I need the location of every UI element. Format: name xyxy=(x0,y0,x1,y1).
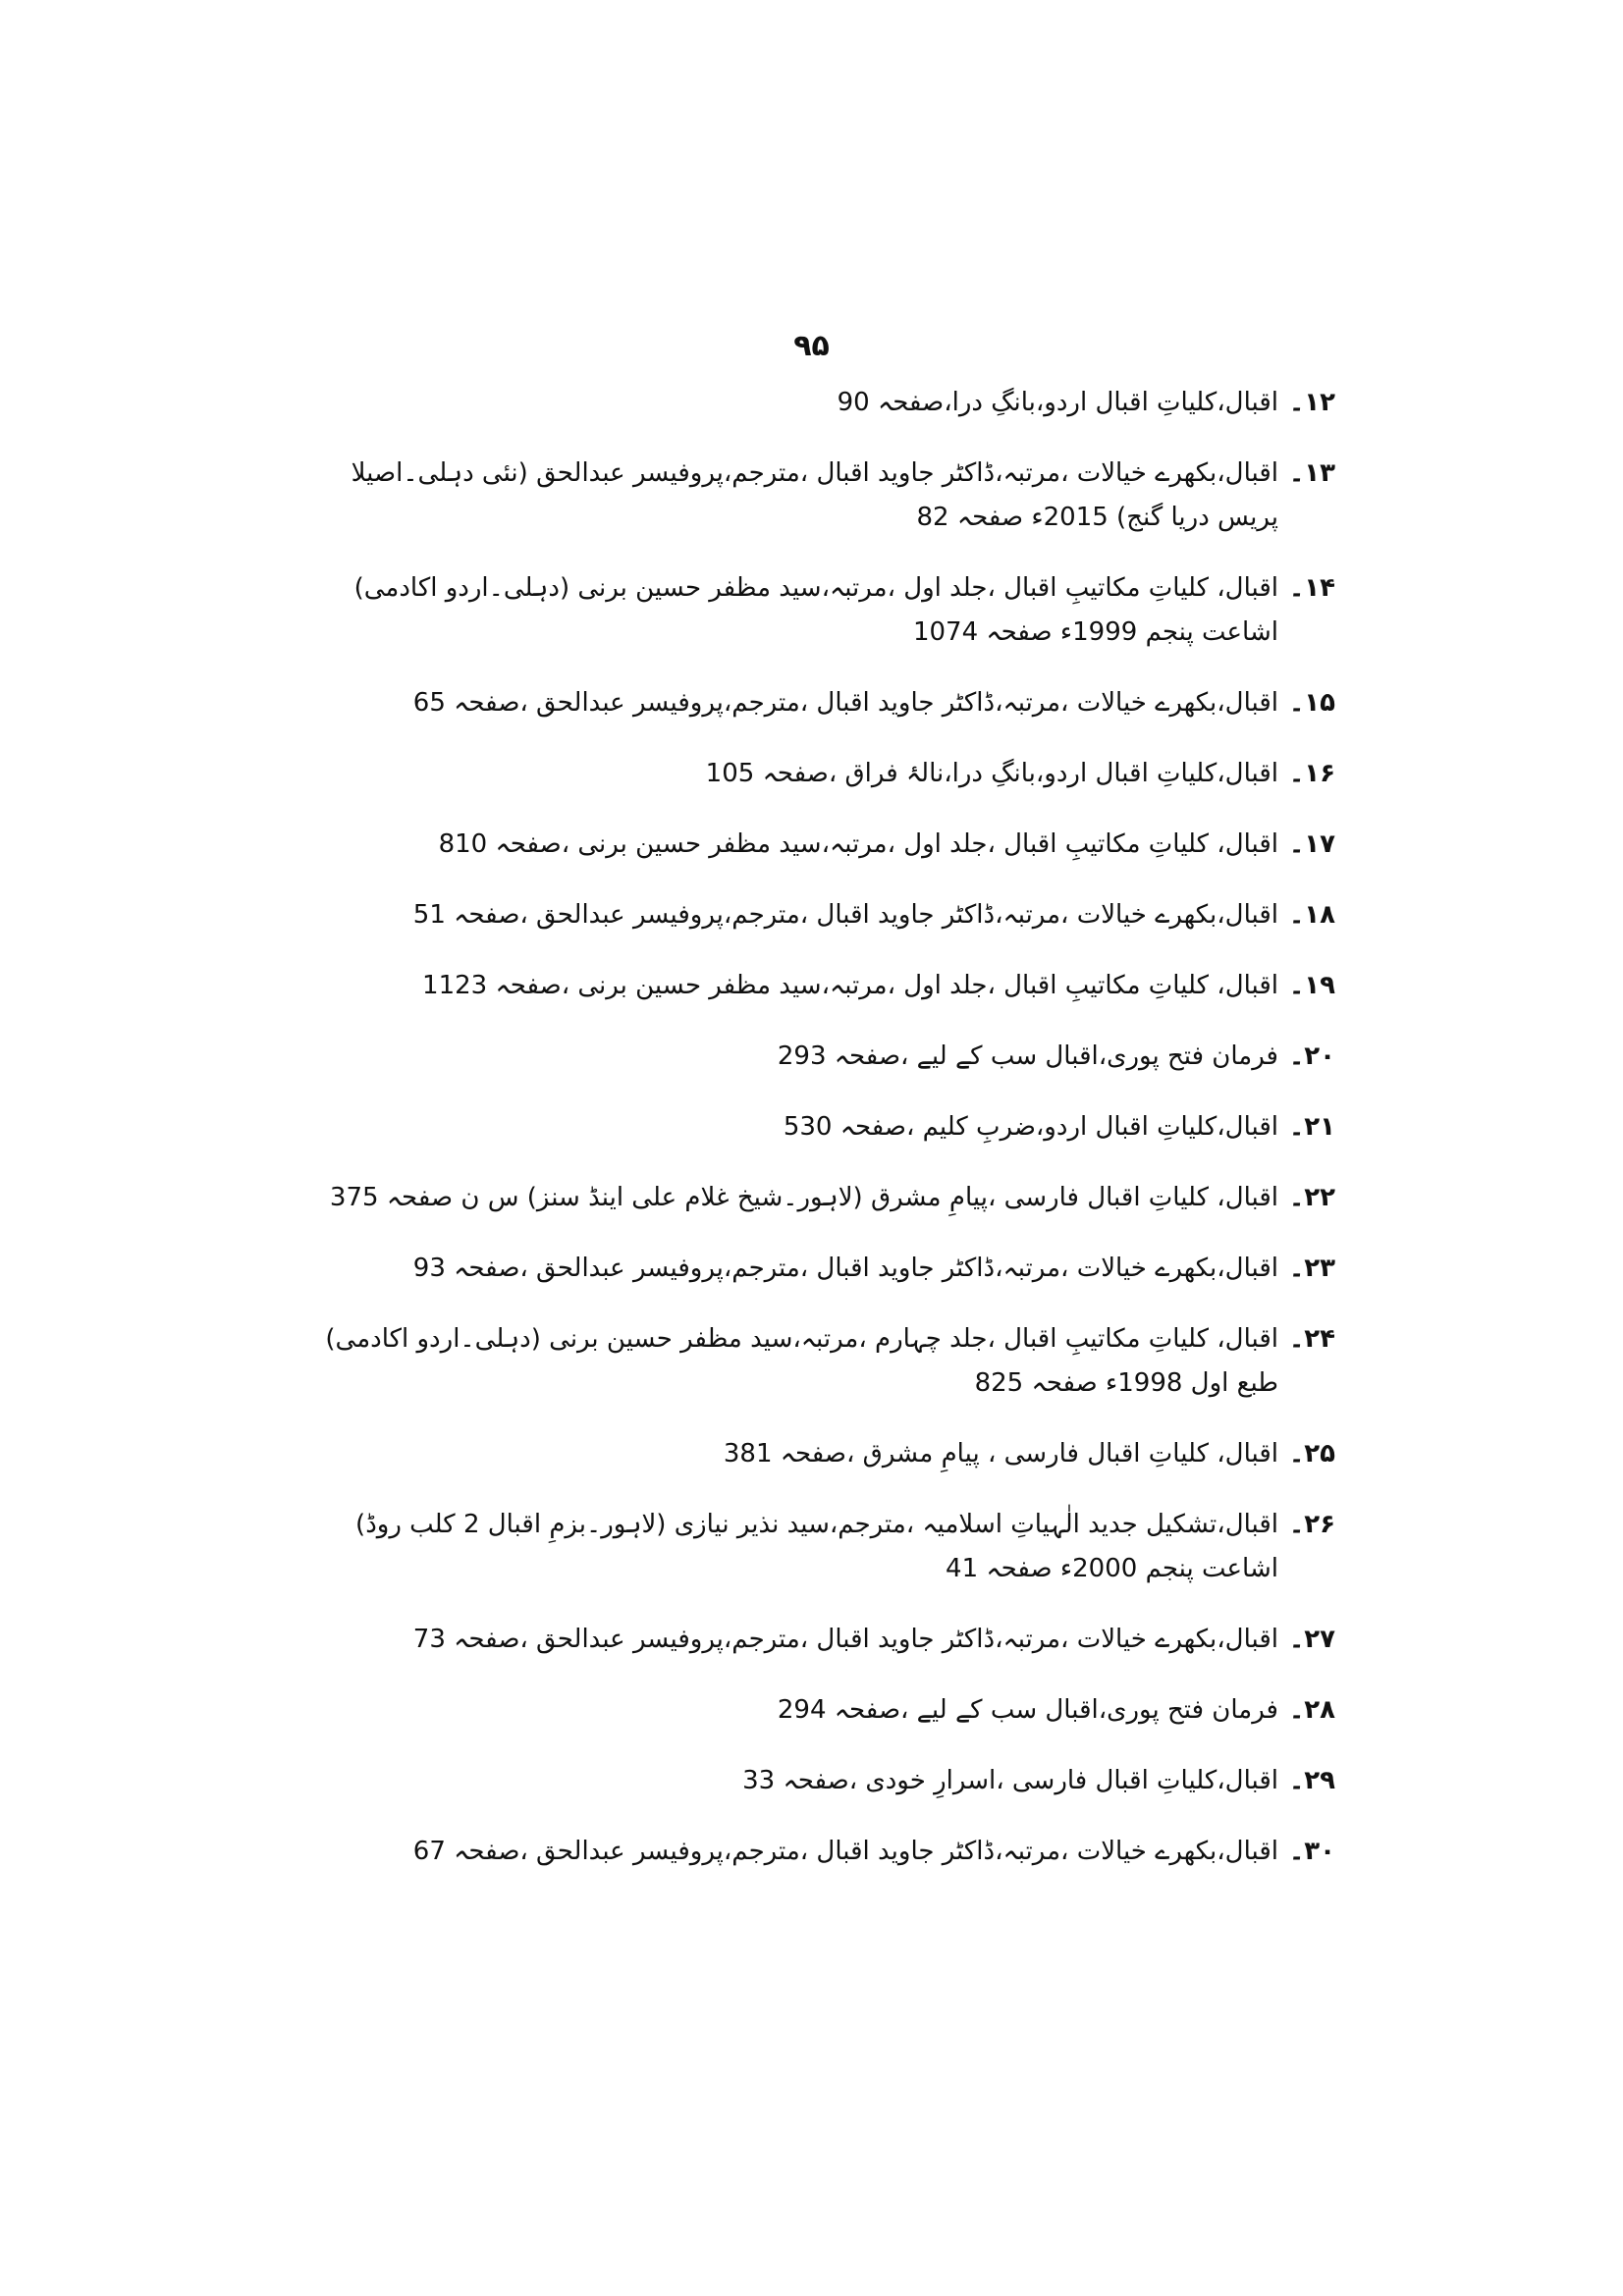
footnote-number: ۳۰۔ xyxy=(1289,1837,1335,1866)
footnote-number: ۱۸۔ xyxy=(1289,900,1335,930)
footnote-13 xyxy=(314,452,1335,540)
footnote-number: ۲۷۔ xyxy=(1289,1625,1335,1654)
footnote-text: اقبال، کلیاتِ اقبال فارسی ،پیامِ مشرق (لاہور۔شیخ غلام علی اینڈ سنز) س ن صفحہ 375 xyxy=(329,1183,1278,1212)
footnote-number: ۱۵۔ xyxy=(1289,688,1335,718)
footnote-text: اقبال،بکھرے خیالات ،مرتبہ،ڈاکٹر جاوید اقبال ،مترجم،پروفیسر عبدالحق ،صفحہ 93 xyxy=(412,1254,1278,1283)
footnote-21 xyxy=(314,1105,1335,1149)
footnote-12 xyxy=(314,381,1335,425)
footnote-number: ۱۴۔ xyxy=(1289,573,1335,603)
footnote-28 xyxy=(314,1688,1335,1733)
footnote-19 xyxy=(314,964,1335,1008)
footnote-26 xyxy=(314,1503,1335,1591)
footnote-16 xyxy=(314,752,1335,796)
footnote-number: ۲۱۔ xyxy=(1289,1112,1335,1142)
footnote-number: ۲۲۔ xyxy=(1289,1183,1335,1212)
footnote-text: اقبال،بکھرے خیالات ،مرتبہ،ڈاکٹر جاوید اقبال ،مترجم،پروفیسر عبدالحق ،صفحہ 51 xyxy=(412,900,1278,930)
footnote-23 xyxy=(314,1247,1335,1291)
footnote-text: اقبال،بکھرے خیالات ،مرتبہ،ڈاکٹر جاوید اقبال ،مترجم،پروفیسر عبدالحق ،صفحہ 67 xyxy=(412,1837,1278,1866)
footnote-number: ۲۹۔ xyxy=(1289,1766,1335,1795)
footnote-number: ۱۷۔ xyxy=(1289,829,1335,859)
footnote-22 xyxy=(314,1176,1335,1220)
footnote-text: اقبال، کلیاتِ مکاتیبِ اقبال ،جلد اول ،مرتبہ،سید مظفر حسین برنی ،صفحہ 1123 xyxy=(422,971,1278,1000)
footnote-number: ۲۸۔ xyxy=(1289,1695,1335,1725)
footnote-27 xyxy=(314,1618,1335,1662)
footnotes-list xyxy=(314,381,1335,1900)
footnote-text: اقبال،بکھرے خیالات ،مرتبہ،ڈاکٹر جاوید اقبال ،مترجم،پروفیسر عبدالحق ،صفحہ 73 xyxy=(412,1625,1278,1654)
footnote-20 xyxy=(314,1035,1335,1079)
footnote-number: ۲۳۔ xyxy=(1289,1254,1335,1283)
footnote-25 xyxy=(314,1432,1335,1476)
footnote-text: اقبال،بکھرے خیالات ،مرتبہ،ڈاکٹر جاوید اقبال ،مترجم،پروفیسر عبدالحق (نئی دہلی۔اصیلا پریس دریا گنج) 2015ء صفحہ 82 xyxy=(351,458,1278,532)
footnote-text: اقبال،کلیاتِ اقبال فارسی ،اسرارِ خودی ،صفحہ 33 xyxy=(742,1766,1278,1795)
footnote-18 xyxy=(314,893,1335,937)
footnote-14 xyxy=(314,566,1335,655)
footnote-number: ۲۴۔ xyxy=(1289,1324,1335,1354)
footnote-24 xyxy=(314,1317,1335,1406)
footnote-text: اقبال،کلیاتِ اقبال اردو،بانگِ درا،صفحہ 90 xyxy=(837,388,1278,417)
footnote-number: ۱۳۔ xyxy=(1289,458,1335,488)
footnote-number: ۱۶۔ xyxy=(1289,759,1335,788)
footnote-number: ۲۰۔ xyxy=(1289,1041,1335,1071)
footnote-number: ۲۶۔ xyxy=(1289,1510,1335,1539)
footnote-30 xyxy=(314,1830,1335,1874)
footnote-29 xyxy=(314,1759,1335,1803)
footnote-text: فرمان فتح پوری،اقبال سب کے لیے ،صفحہ 293 xyxy=(777,1041,1278,1071)
footnote-text: اقبال،کلیاتِ اقبال اردو،ضربِ کلیم ،صفحہ 530 xyxy=(783,1112,1278,1142)
footnote-15 xyxy=(314,681,1335,725)
footnote-text: اقبال،بکھرے خیالات ،مرتبہ،ڈاکٹر جاوید اقبال ،مترجم،پروفیسر عبدالحق ،صفحہ 65 xyxy=(412,688,1278,718)
footnote-text: فرمان فتح پوری،اقبال سب کے لیے ،صفحہ 294 xyxy=(777,1695,1278,1725)
footnote-text: اقبال، کلیاتِ مکاتیبِ اقبال ،جلد اول ،مرتبہ،سید مظفر حسین برنی ،صفحہ 810 xyxy=(438,829,1278,859)
footnote-text: اقبال، کلیاتِ مکاتیبِ اقبال ،جلد چہارم ،مرتبہ،سید مظفر حسین برنی (دہلی۔اردو اکادمی) طبع اول 1998ء صفحہ 825 xyxy=(325,1324,1278,1398)
footnote-text: اقبال،تشکیل جدید الٰہیاتِ اسلامیہ ،مترجم،سید نذیر نیازی (لاہور۔بزمِ اقبال 2 کلب روڈ) اشاعت پنجم 2000ء صفحہ 41 xyxy=(355,1510,1278,1583)
footnote-text: اقبال، کلیاتِ مکاتیبِ اقبال ،جلد اول ،مرتبہ،سید مظفر حسین برنی (دہلی۔اردو اکادمی) اشاعت پنجم 1999ء صفحہ 1074 xyxy=(353,573,1278,647)
footnote-17 xyxy=(314,823,1335,867)
footnote-number: ۱۹۔ xyxy=(1289,971,1335,1000)
footnote-number: ۱۲۔ xyxy=(1289,388,1335,417)
footnote-text: اقبال،کلیاتِ اقبال اردو،بانگِ درا،نالۂ فراق ،صفحہ 105 xyxy=(705,759,1278,788)
page-number: ۹۵ xyxy=(793,329,830,363)
footnote-text: اقبال، کلیاتِ اقبال فارسی ، پیامِ مشرق ،صفحہ 381 xyxy=(723,1439,1278,1468)
footnote-number: ۲۵۔ xyxy=(1289,1439,1335,1468)
